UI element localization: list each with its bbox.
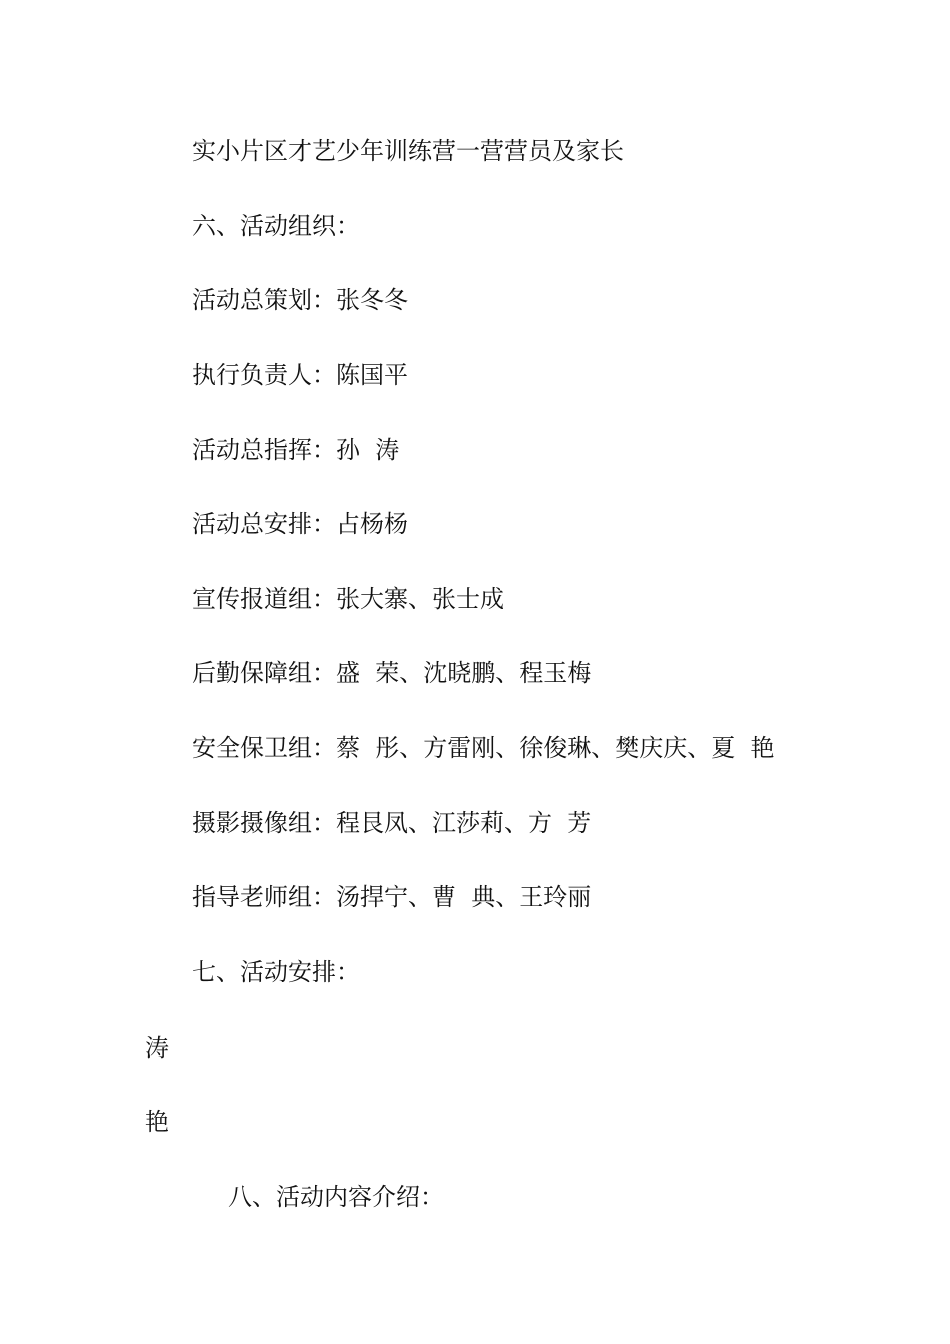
section-heading-schedule: 七、活动安排： <box>192 958 360 986</box>
section-heading-content: 八、活动内容介绍： <box>228 1183 444 1211</box>
role-line-logistics: 后勤保障组：盛 荣、沈晓鹏、程玉梅 <box>192 659 592 687</box>
participants-line: 实小片区才艺少年训练营一营营员及家长 <box>192 137 624 165</box>
role-line-chief-planner: 活动总策划：张冬冬 <box>192 286 408 314</box>
section-heading-organization: 六、活动组织： <box>192 212 360 240</box>
stray-character-yan: 艳 <box>145 1108 169 1136</box>
role-line-photography: 摄影摄像组：程艮凤、江莎莉、方 芳 <box>192 809 592 837</box>
role-line-security: 安全保卫组：蔡 彤、方雷刚、徐俊琳、樊庆庆、夏 艳 <box>192 734 775 762</box>
role-line-publicity: 宣传报道组：张大寨、张士成 <box>192 585 504 613</box>
role-line-instructors: 指导老师组：汤捍宁、曹 典、王玲丽 <box>192 883 592 911</box>
role-line-commander: 活动总指挥：孙 涛 <box>192 436 400 464</box>
role-line-executive: 执行负责人：陈国平 <box>192 361 408 389</box>
role-line-arrangement: 活动总安排：占杨杨 <box>192 510 408 538</box>
stray-character-tao: 涛 <box>145 1034 169 1062</box>
